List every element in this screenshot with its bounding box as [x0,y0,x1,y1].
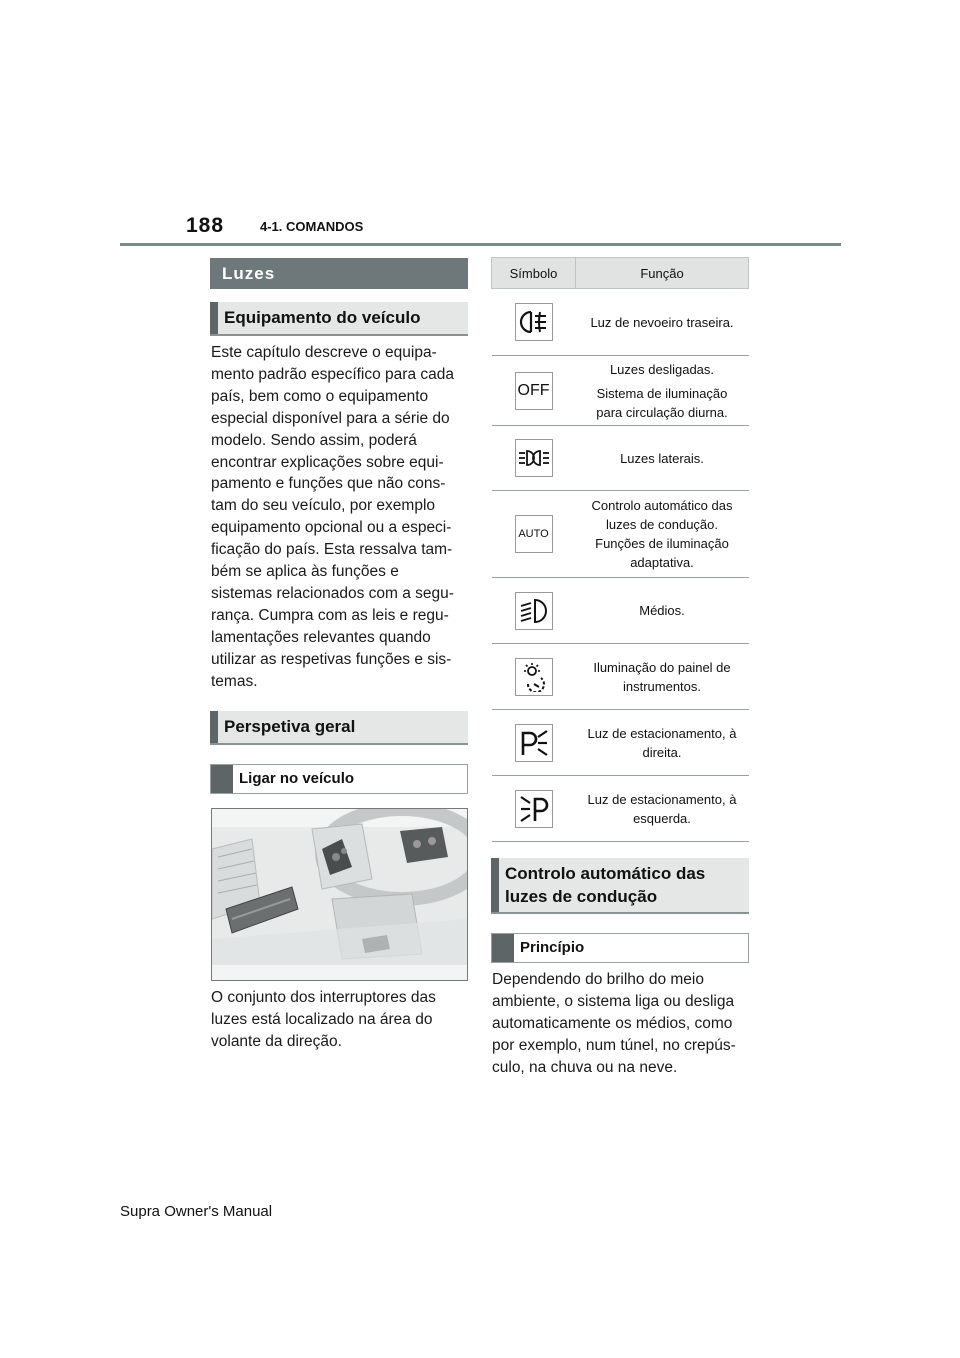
text-line: ficação do país. Esta ressalva tam- [211,541,453,559]
symbol-table [491,257,749,842]
auto-control-heading [491,858,749,914]
text-line: Dependendo do brilho do meio [492,971,704,988]
table-row [492,578,749,644]
function-text: para circulação diurna. [596,404,728,420]
light-switch-figure [211,808,468,981]
page-number: 188 [186,214,225,237]
overview-heading: Perspetiva geral [210,711,468,745]
text-line: pamento e funções que não cons- [211,475,446,493]
table-row [492,644,749,710]
text-line: por exemplo, num túnel, no crepús- [492,1036,736,1054]
text-line: especial disponível para a série do [211,409,450,427]
text-line: bém se aplica às funções e [211,563,399,581]
parking-light-left-icon [515,790,553,828]
heading-line: luzes de condução [505,887,658,906]
text-line: utilizar as respetivas funções e sis- [211,650,452,668]
function-text: direita. [642,744,682,760]
symbol-column-header: Símbolo [492,258,576,289]
auto-icon [515,515,553,553]
equipment-paragraph [211,342,469,693]
function-text: Luz de estacionamento, à [587,791,737,807]
text-line: tam do seu veículo, por exemplo [211,497,436,515]
function-text: Luz de estacionamento, à [587,725,737,741]
text-line: país, bem como o equipamento [211,387,429,405]
table-row [492,289,749,356]
function-text: Sistema de iluminação [596,385,728,401]
function-text: luzes de condução. [605,517,719,532]
text-line: Este capítulo descreve o equipa- [211,344,437,361]
text-line: encontrar explicações sobre equi- [211,453,444,471]
text-line: automaticamente os médios, como [492,1014,733,1032]
rear-fog-light-icon [515,303,553,341]
heading-line: Controlo automático das [505,864,706,883]
function-text: Médios. [639,603,685,618]
figure-caption [211,987,469,1053]
text-line: temas. [211,672,258,690]
text-line: ambiente, o sistema liga ou desliga [492,992,735,1010]
text-line: equipamento opcional ou a especi- [211,519,452,537]
text-line: luzes está localizado na área do [211,1010,433,1028]
instrument-lighting-icon [515,658,553,696]
text-line: O conjunto dos interruptores das [211,989,436,1006]
function-text: Luzes laterais. [620,450,704,466]
function-text: Controlo automático das [591,498,733,513]
table-row [492,491,749,578]
table-header-row [492,258,749,289]
parking-light-right-icon [515,724,553,762]
low-beam-icon [515,592,553,630]
function-text: adaptativa. [630,555,694,570]
section-banner: Luzes [210,258,468,289]
footer-text: Supra Owner's Manual [120,1203,273,1220]
equipment-heading: Equipamento do veículo [210,302,468,336]
text-line: sistemas relacionados com a segu- [211,584,454,602]
text-line: mento padrão específico para cada [211,365,454,383]
side-lights-icon [515,439,553,477]
steering-column-illustration [212,809,467,980]
section-label: 4-1. COMANDOS [260,219,364,234]
text-line: rança. Cumpra com as leis e regu- [211,606,449,624]
text-line: modelo. Sendo assim, poderá [211,431,417,449]
function-column-header: Função [576,258,749,289]
function-text: instrumentos. [622,678,702,694]
principle-heading: Princípio [491,933,749,963]
text-line: volante da direção. [211,1032,342,1050]
table-row [492,356,749,426]
off-icon-text: OFF [517,381,550,399]
principle-paragraph [492,969,750,1079]
text-line: culo, na chuva ou na neve. [492,1058,678,1076]
table-row [492,426,749,491]
function-text: Funções de iluminação [595,536,729,551]
table-row [492,710,749,776]
switch-heading: Ligar no veículo [210,764,468,794]
function-text: Luzes desligadas. [609,361,715,377]
table-row [492,776,749,842]
auto-icon-text: AUTO [518,528,549,540]
header-rule [120,243,841,246]
function-text: Luz de nevoeiro traseira. [590,314,734,330]
function-text: Iluminação do painel de [593,659,731,675]
function-text: esquerda. [633,810,691,826]
off-icon [515,372,553,410]
text-line: lamentações relevantes quando [211,628,431,646]
